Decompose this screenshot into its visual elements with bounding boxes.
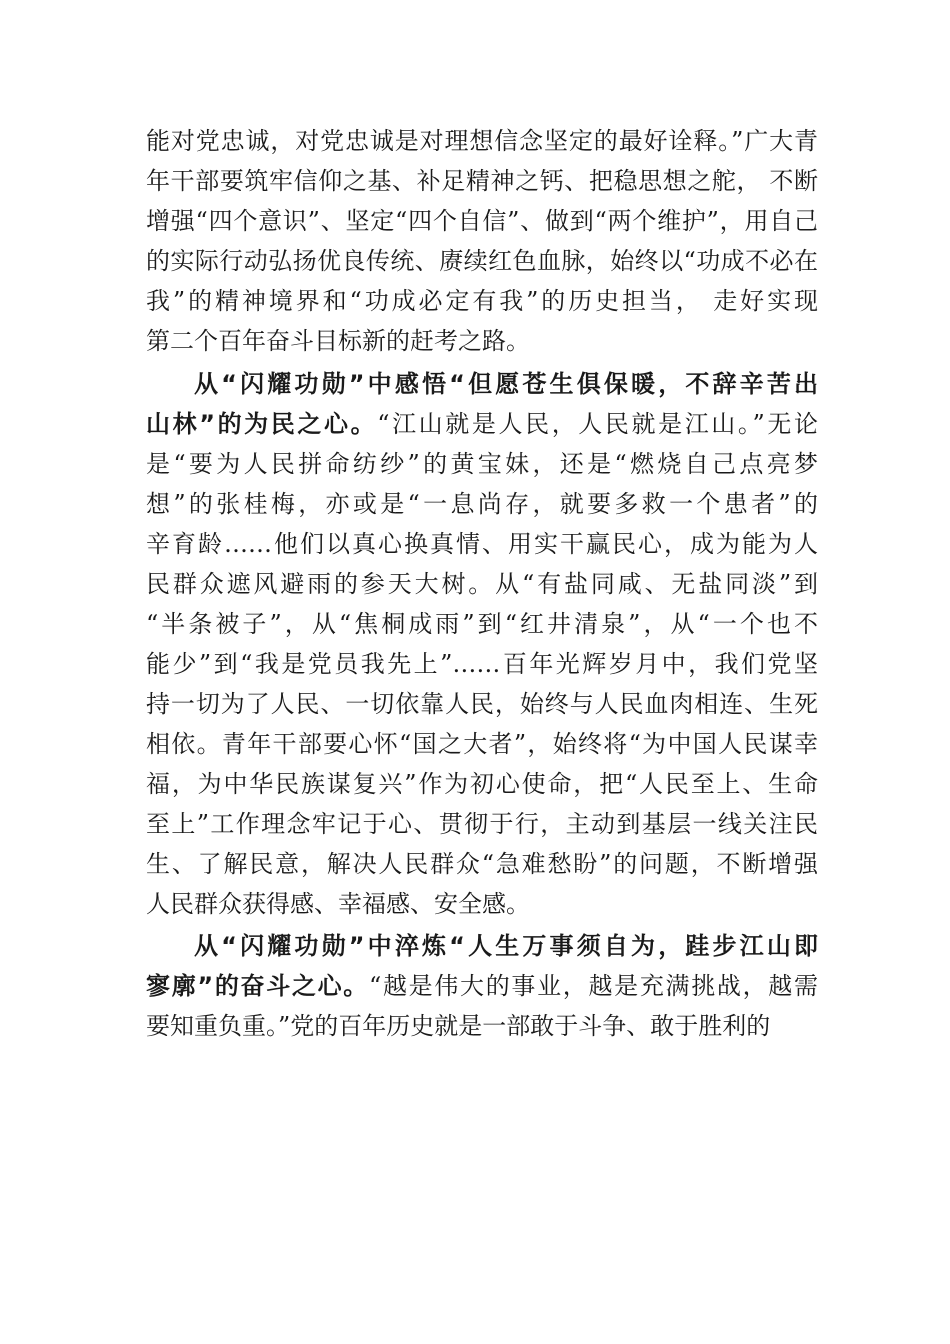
paragraph-line: 的实际行动弘扬优良传统、赓续红色血脉，始终以“功成不必在 <box>146 247 818 275</box>
section-heading-line <box>146 926 818 966</box>
paragraph-line: 要知重负重。”党的百年历史就是一部敢于斗争、敢于胜利的 <box>146 1012 771 1040</box>
paragraph-line: 第二个百年奋斗目标新的赶考之路。 <box>146 327 530 355</box>
paragraph-line: 山林”的为民之心。“江山就是人民，人民就是江山。”无论 <box>146 410 818 438</box>
paragraph-line: 相依。青年干部要心怀“国之大者”，始终将“为中国人民谋幸 <box>146 730 818 758</box>
paragraph-3 <box>146 926 818 1046</box>
paragraph-line: 年干部要筑牢信仰之基、补足精神之钙、把稳思想之舵， 不断 <box>146 167 818 195</box>
paragraph-line: “半条被子”，从“焦桐成雨”到“红井清泉”，从“一个也不 <box>146 610 818 638</box>
paragraph-line: 能对党忠诚，对党忠诚是对理想信念坚定的最好诠释。”广大青 <box>146 127 818 155</box>
paragraph-line: 增强“四个意识”、坚定“四个自信”、做到“两个维护”，用自己 <box>146 207 818 235</box>
paragraph-1 <box>146 121 818 361</box>
section-heading: 从“闪耀功勋”中感悟“但愿苍生俱保暖，不辞辛苦出 <box>194 370 818 398</box>
paragraph-line: 至上”工作理念牢记于心、贯彻于行，主动到基层一线关注民 <box>146 810 818 838</box>
paragraph-line: 福，为中华民族谋复兴”作为初心使命，把“人民至上、生命 <box>146 770 818 798</box>
paragraph-line: 民群众遮风避雨的参天大树。从“有盐同咸、无盐同淡”到 <box>146 570 818 598</box>
section-heading: 山林”的为民之心。 <box>146 410 378 438</box>
section-heading: 寥廓”的奋斗之心。 <box>146 972 369 1000</box>
paragraph-line: 寥廓”的奋斗之心。“越是伟大的事业，越是充满挑战，越需 <box>146 972 818 1000</box>
paragraph-line: 生、了解民意，解决人民群众“急难愁盼”的问题，不断增强 <box>146 850 818 878</box>
paragraph-line: 持一切为了人民、一切依靠人民，始终与人民血肉相连、生死 <box>146 690 818 718</box>
paragraph-line: 我”的精神境界和“功成必定有我”的历史担当， 走好实现 <box>146 287 818 315</box>
paragraph-line: 人民群众获得感、幸福感、安全感。 <box>146 890 530 918</box>
paragraph-line: 是“要为人民拼命纺纱”的黄宝妹，还是“燃烧自己点亮梦 <box>146 450 818 478</box>
paragraph-line: 能少”到“我是党员我先上”……百年光辉岁月中，我们党坚 <box>146 650 818 678</box>
paragraph-line: 辛育龄……他们以真心换真情、用实干赢民心，成为能为人 <box>146 530 818 558</box>
section-heading: 从“闪耀功勋”中淬炼“人生万事须自为，跬步江山即 <box>194 932 818 960</box>
paragraph-line: 想”的张桂梅，亦或是“一息尚存，就要多救一个患者”的 <box>146 490 818 518</box>
section-heading-line <box>146 364 818 404</box>
paragraph-2 <box>146 364 818 924</box>
